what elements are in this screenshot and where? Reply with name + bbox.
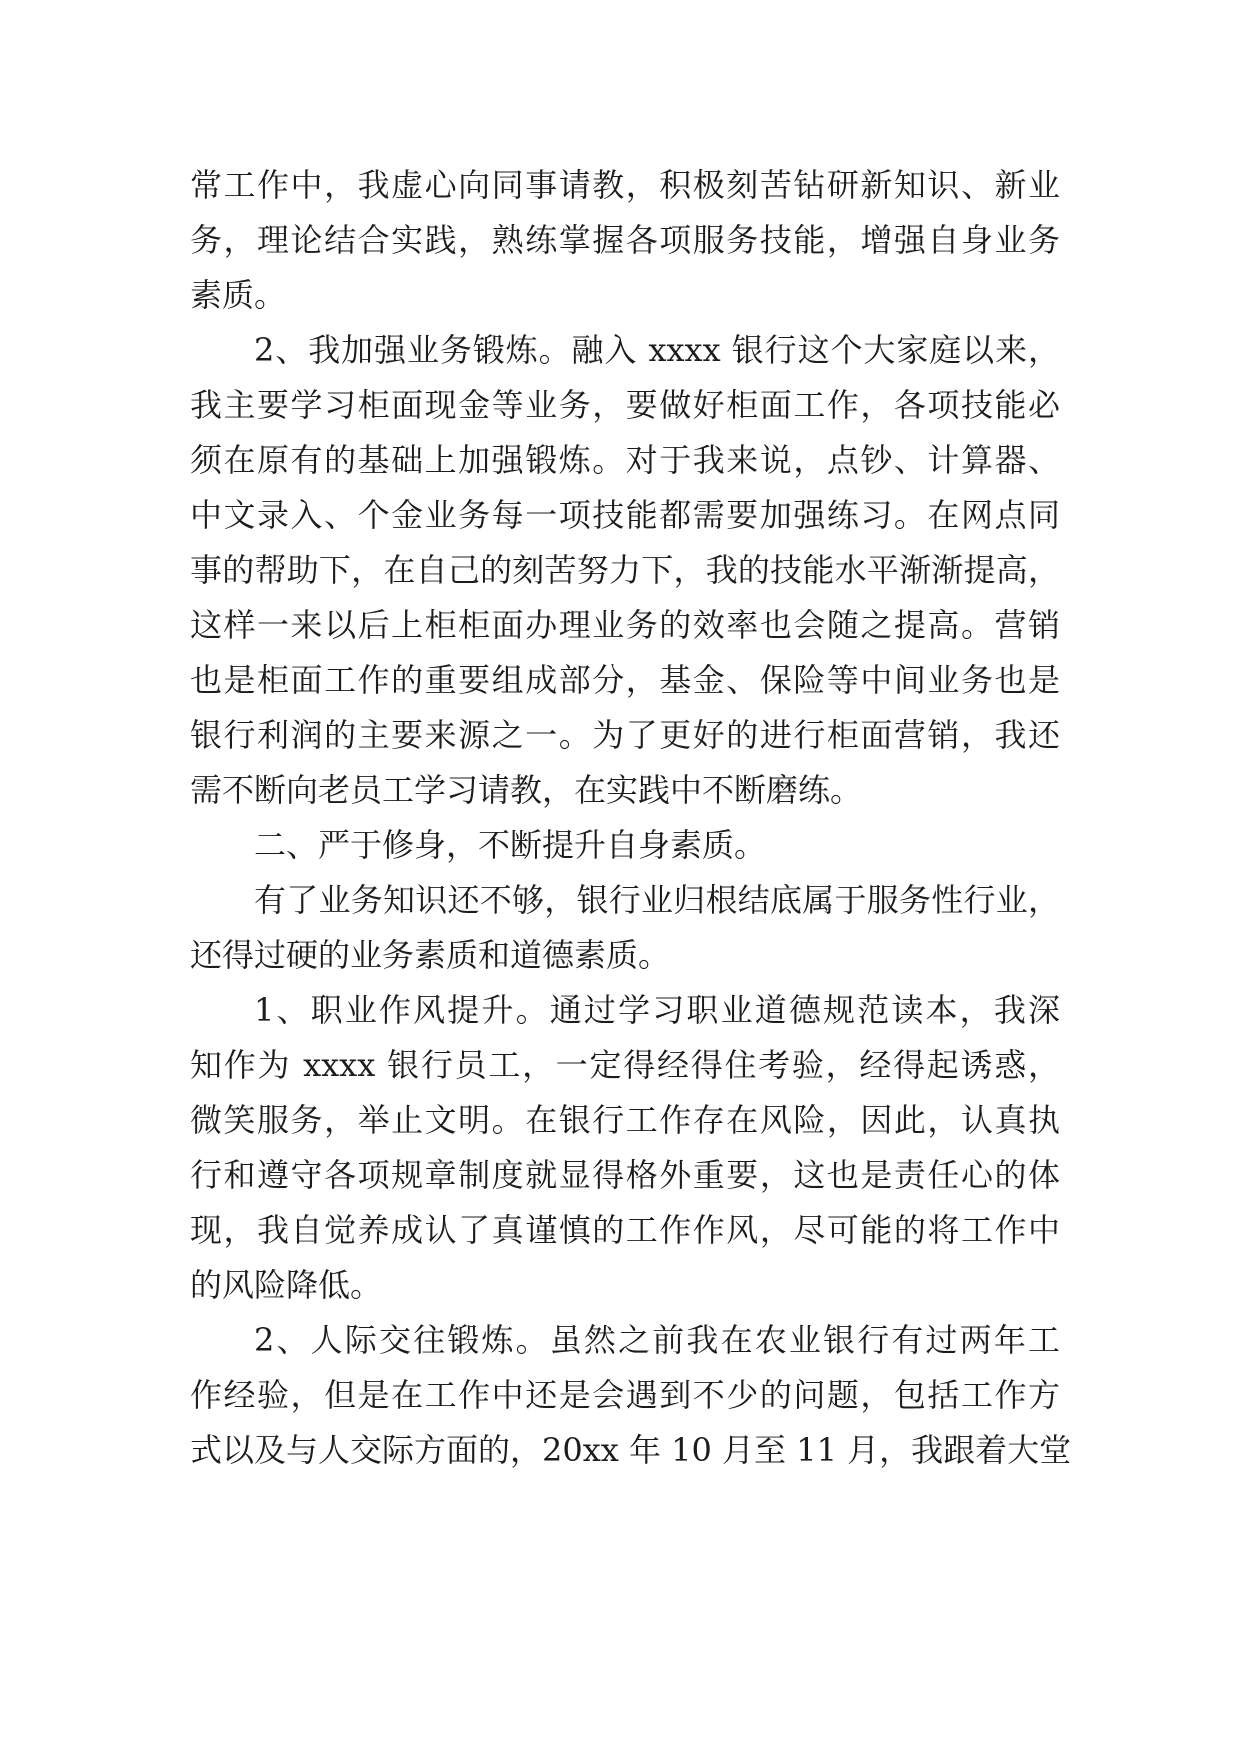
text-line: 素质。 — [190, 276, 287, 314]
text-line: 有了业务知识还不够，银行业归根结底属于服务性行业， — [254, 881, 1060, 919]
text-line: 行和遵守各项规章制度就显得格外重要，这也是责任心的体 — [190, 1156, 1060, 1194]
body-text — [190, 158, 1072, 1478]
text-line: 常工作中，我虚心向同事请教，积极刻苦钻研新知识、新业 — [190, 166, 1060, 204]
text-line: 事的帮助下，在自己的刻苦努力下，我的技能水平渐渐提高， — [190, 551, 1060, 589]
text-line: 作经验，但是在工作中还是会遇到不少的问题，包括工作方 — [190, 1376, 1060, 1414]
text-line: 需不断向老员工学习请教，在实践中不断磨练。 — [190, 771, 863, 809]
text-line: 2、我加强业务锻炼。融入 xxxx 银行这个大家庭以来， — [254, 331, 1060, 369]
text-line: 也是柜面工作的重要组成部分，基金、保险等中间业务也是 — [190, 661, 1060, 699]
text-line: 式以及与人交际方面的，20xx 年 10 月至 11 月，我跟着大堂 — [190, 1431, 1072, 1469]
text-line: 银行利润的主要来源之一。为了更好的进行柜面营销，我还 — [190, 716, 1060, 754]
text-line: 的风险降低。 — [190, 1266, 383, 1304]
text-line: 我主要学习柜面现金等业务，要做好柜面工作，各项技能必 — [190, 386, 1060, 424]
text-line: 知作为 xxxx 银行员工，一定得经得住考验，经得起诱惑， — [190, 1046, 1060, 1084]
text-line: 须在原有的基础上加强锻炼。对于我来说，点钞、计算器、 — [190, 441, 1060, 479]
text-line: 2、人际交往锻炼。虽然之前我在农业银行有过两年工 — [254, 1321, 1060, 1359]
text-line: 务，理论结合实践，熟练掌握各项服务技能，增强自身业务 — [190, 221, 1060, 259]
section-heading: 二、严于修身，不断提升自身素质。 — [254, 826, 767, 864]
text-line: 现，我自觉养成认了真谨慎的工作作风，尽可能的将工作中 — [190, 1211, 1060, 1249]
text-line: 1、职业作风提升。通过学习职业道德规范读本，我深 — [254, 991, 1060, 1029]
text-line: 还得过硬的业务素质和道德素质。 — [190, 936, 671, 974]
text-line: 中文录入、个金业务每一项技能都需要加强练习。在网点同 — [190, 496, 1060, 534]
text-line: 微笑服务，举止文明。在银行工作存在风险，因此，认真执 — [190, 1101, 1060, 1139]
text-line: 这样一来以后上柜柜面办理业务的效率也会随之提高。营销 — [190, 606, 1060, 644]
